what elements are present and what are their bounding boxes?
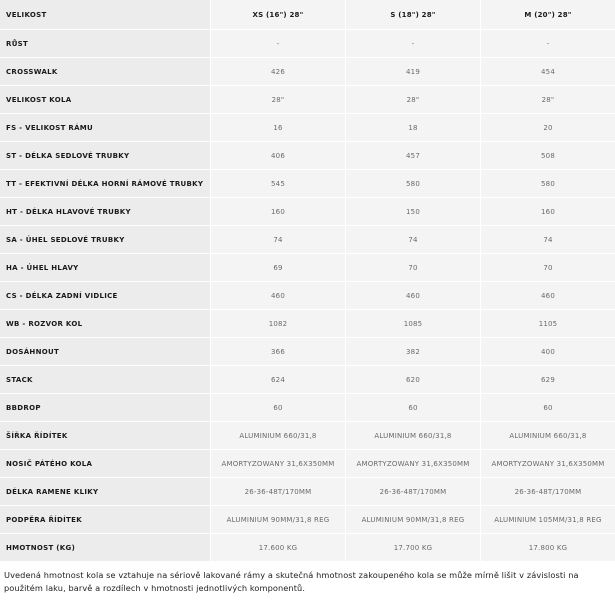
column-header-size: VELIKOST [0, 0, 210, 30]
table-cell: 160 [480, 198, 615, 226]
table-row [0, 310, 615, 338]
row-label: CROSSWALK [0, 58, 210, 86]
table-cell: 28" [345, 86, 480, 114]
table-cell: 60 [480, 394, 615, 422]
table-row [0, 506, 615, 534]
row-label: NOSIČ PÁTÉHO KOLA [0, 450, 210, 478]
weight-footnote: Uvedená hmotnost kola se vztahuje na sériově lakované rámy a skutečná hmotnost zakoupeného kola se může mírně lišit v závislosti na použitém laku, barvě a rozdílech v hmotnosti jednotlivých komponentů. [4, 570, 579, 593]
row-label: VELIKOST KOLA [0, 86, 210, 114]
table-cell: 419 [345, 58, 480, 86]
table-cell: ALUMINIUM 660/31,8 [210, 422, 345, 450]
table-row [0, 394, 615, 422]
table-cell: 400 [480, 338, 615, 366]
table-cell: - [210, 30, 345, 58]
table-cell: 460 [480, 282, 615, 310]
table-cell: 545 [210, 170, 345, 198]
table-cell: 460 [345, 282, 480, 310]
table-cell: 70 [480, 254, 615, 282]
table-cell: 460 [210, 282, 345, 310]
table-cell: 26-36-48T/170MM [210, 478, 345, 506]
table-cell: - [480, 30, 615, 58]
row-label: HT - DÉLKA HLAVOVÉ TRUBKY [0, 198, 210, 226]
table-cell: 1105 [480, 310, 615, 338]
row-label: SA - ÚHEL SEDLOVÉ TRUBKY [0, 226, 210, 254]
table-row [0, 86, 615, 114]
table-cell: 426 [210, 58, 345, 86]
row-label: ŠÍŘKA ŘÍDÍTEK [0, 422, 210, 450]
row-label: DOSÁHNOUT [0, 338, 210, 366]
table-row [0, 142, 615, 170]
table-cell: ALUMINIUM 105MM/31,8 REG [480, 506, 615, 534]
table-row [0, 226, 615, 254]
table-cell: 620 [345, 366, 480, 394]
table-cell: 1085 [345, 310, 480, 338]
table-cell: 26-36-48T/170MM [480, 478, 615, 506]
table-cell: 17.800 KG [480, 534, 615, 562]
table-cell: ALUMINIUM 660/31,8 [480, 422, 615, 450]
table-cell: AMORTYZOWANY 31,6X350MM [345, 450, 480, 478]
table-cell: 18 [345, 114, 480, 142]
table-cell: 28" [480, 86, 615, 114]
table-row [0, 282, 615, 310]
table-row [0, 198, 615, 226]
table-cell: 17.600 KG [210, 534, 345, 562]
row-label: FS - VELIKOST RÁMU [0, 114, 210, 142]
table-row [0, 170, 615, 198]
table-row [0, 450, 615, 478]
table-cell: 17.700 KG [345, 534, 480, 562]
row-label: TT - EFEKTIVNÍ DÉLKA HORNÍ RÁMOVÉ TRUBKY [0, 170, 210, 198]
table-row [0, 478, 615, 506]
row-label: DÉLKA RAMENE KLIKY [0, 478, 210, 506]
table-row [0, 338, 615, 366]
table-cell: 70 [345, 254, 480, 282]
table-cell: 26-36-48T/170MM [345, 478, 480, 506]
row-label: CS - DÉLKA ZADNÍ VIDLICE [0, 282, 210, 310]
table-cell: 74 [210, 226, 345, 254]
table-cell: 74 [480, 226, 615, 254]
row-label: HA - ÚHEL HLAVY [0, 254, 210, 282]
table-cell: 74 [345, 226, 480, 254]
row-label: PODPĚRA ŘÍDÍTEK [0, 506, 210, 534]
table-cell: 60 [210, 394, 345, 422]
table-row [0, 114, 615, 142]
table-cell: AMORTYZOWANY 31,6X350MM [210, 450, 345, 478]
table-cell: AMORTYZOWANY 31,6X350MM [480, 450, 615, 478]
table-cell: 69 [210, 254, 345, 282]
column-header-xs: XS (16") 28" [210, 0, 345, 30]
table-body [0, 30, 615, 562]
table-cell: 20 [480, 114, 615, 142]
table-cell: ALUMINIUM 90MM/31,8 REG [345, 506, 480, 534]
table-cell: 60 [345, 394, 480, 422]
table-cell: 1082 [210, 310, 345, 338]
table-row [0, 58, 615, 86]
table-cell: 508 [480, 142, 615, 170]
table-row [0, 254, 615, 282]
row-label: RŮST [0, 30, 210, 58]
table-cell: 406 [210, 142, 345, 170]
row-label: HMOTNOST (KG) [0, 534, 210, 562]
column-header-s: S (18") 28" [345, 0, 480, 30]
row-label: BBDROP [0, 394, 210, 422]
table-cell: 160 [210, 198, 345, 226]
table-cell: ALUMINIUM 90MM/31,8 REG [210, 506, 345, 534]
table-cell: 382 [345, 338, 480, 366]
table-cell: 580 [345, 170, 480, 198]
table-row [0, 366, 615, 394]
table-cell: 629 [480, 366, 615, 394]
table-row [0, 422, 615, 450]
table-row [0, 534, 615, 562]
table-row [0, 30, 615, 58]
table-cell: - [345, 30, 480, 58]
row-label: ST - DÉLKA SEDLOVÉ TRUBKY [0, 142, 210, 170]
table-cell: 580 [480, 170, 615, 198]
column-header-m: M (20") 28" [480, 0, 615, 30]
table-cell: 28" [210, 86, 345, 114]
table-cell: 16 [210, 114, 345, 142]
row-label: WB - ROZVOR KOL [0, 310, 210, 338]
table-cell: 366 [210, 338, 345, 366]
table-cell: 457 [345, 142, 480, 170]
table-cell: 454 [480, 58, 615, 86]
table-header-row [0, 0, 615, 30]
table-cell: 624 [210, 366, 345, 394]
table-cell: ALUMINIUM 660/31,8 [345, 422, 480, 450]
row-label: STACK [0, 366, 210, 394]
table-cell: 150 [345, 198, 480, 226]
